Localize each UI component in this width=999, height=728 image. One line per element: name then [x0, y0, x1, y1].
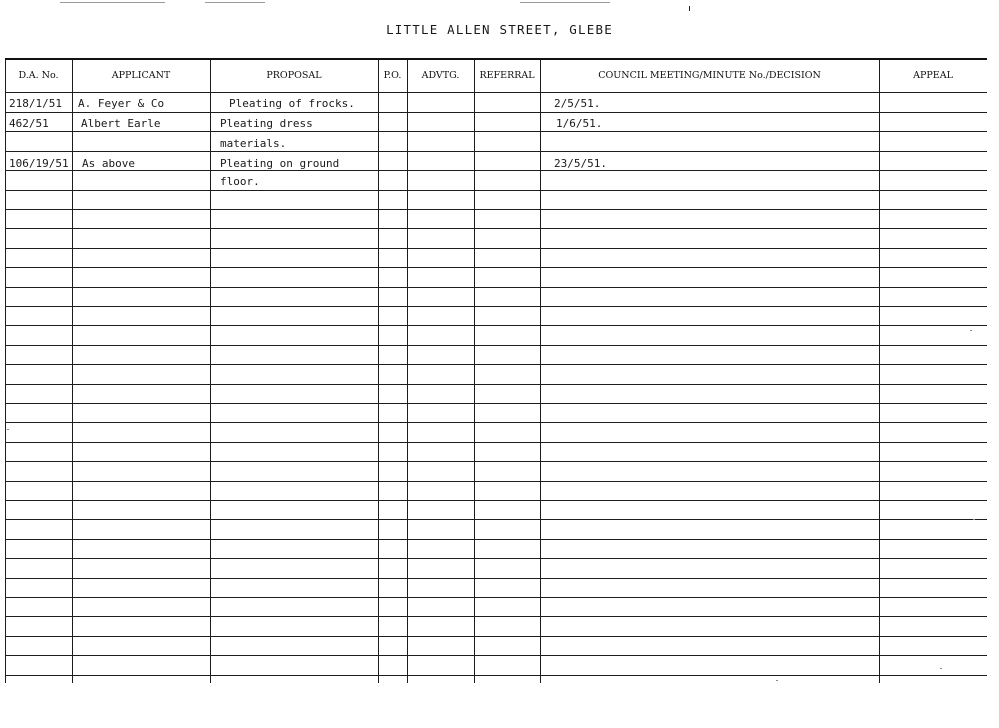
row-rule: [5, 539, 987, 540]
entry-da-number: 218/1/51: [9, 97, 62, 110]
scan-speck: [776, 680, 778, 681]
street-title: LITTLE ALLEN STREET, GLEBE: [386, 22, 613, 37]
entry-council-decision: 23/5/51.: [554, 157, 607, 170]
scan-speck: [973, 519, 975, 520]
column-header-council: COUNCIL MEETING/MINUTE No./DECISION: [598, 69, 821, 81]
entry-council-decision: 2/5/51.: [554, 97, 601, 110]
row-rule: [5, 597, 987, 598]
row-rule: [5, 519, 987, 520]
row-rule: [5, 131, 987, 132]
row-rule: [5, 190, 987, 191]
row-rule: [5, 325, 987, 326]
scan-speck: [689, 6, 690, 11]
entry-proposal-line: Pleating of frocks.: [229, 97, 355, 110]
row-rule: [5, 364, 987, 365]
row-rule: [5, 558, 987, 559]
cropped-header-remnant: [205, 2, 265, 3]
column-header-advtg: ADVTG.: [421, 69, 460, 81]
column-header-proposal: PROPOSAL: [266, 69, 322, 81]
row-rule: [5, 442, 987, 443]
cropped-header-remnant: [520, 2, 610, 3]
row-rule: [5, 384, 987, 385]
header-rule: [5, 92, 987, 93]
row-rule: [5, 228, 987, 229]
column-header-appeal: APPEAL: [913, 69, 953, 81]
entry-da-number: 106/19/51: [9, 157, 69, 170]
column-header-po: P.O.: [383, 69, 402, 81]
row-rule: [5, 578, 987, 579]
entry-applicant: As above: [82, 157, 135, 170]
entry-proposal-line: Pleating dress: [220, 117, 313, 130]
entry-proposal-line: Pleating on ground: [220, 157, 340, 170]
entry-da-number: 462/51: [9, 117, 49, 130]
register-table: [5, 58, 987, 683]
scan-speck: [970, 330, 972, 331]
row-rule: [5, 636, 987, 637]
column-header-referral: REFERRAL: [479, 69, 535, 81]
row-rule: [5, 422, 987, 423]
entry-applicant: Albert Earle: [81, 117, 161, 130]
cropped-header-remnant: [60, 2, 165, 3]
row-rule: [5, 248, 987, 249]
row-rule: [5, 170, 987, 171]
row-rule: [5, 675, 987, 676]
entry-proposal-line: materials.: [220, 137, 287, 150]
row-rule: [5, 500, 987, 501]
row-rule: [5, 306, 987, 307]
column-header-applicant: APPLICANT: [111, 69, 171, 81]
row-rule: [5, 461, 987, 462]
row-rule: [5, 151, 987, 152]
column-header-da-no: D.A. No.: [18, 69, 59, 81]
entry-proposal-line: floor.: [220, 175, 260, 188]
row-rule: [5, 481, 987, 482]
row-rule: [5, 403, 987, 404]
scan-speck: [940, 668, 942, 669]
row-rule: [5, 287, 987, 288]
row-rule: [5, 345, 987, 346]
row-rule: [5, 616, 987, 617]
row-rule: [5, 655, 987, 656]
row-rule: [5, 267, 987, 268]
scan-speck: [7, 429, 9, 430]
row-rule: [5, 209, 987, 210]
entry-council-decision: 1/6/51.: [556, 117, 603, 130]
entry-applicant: A. Feyer & Co: [78, 97, 165, 110]
row-rule: [5, 112, 987, 113]
